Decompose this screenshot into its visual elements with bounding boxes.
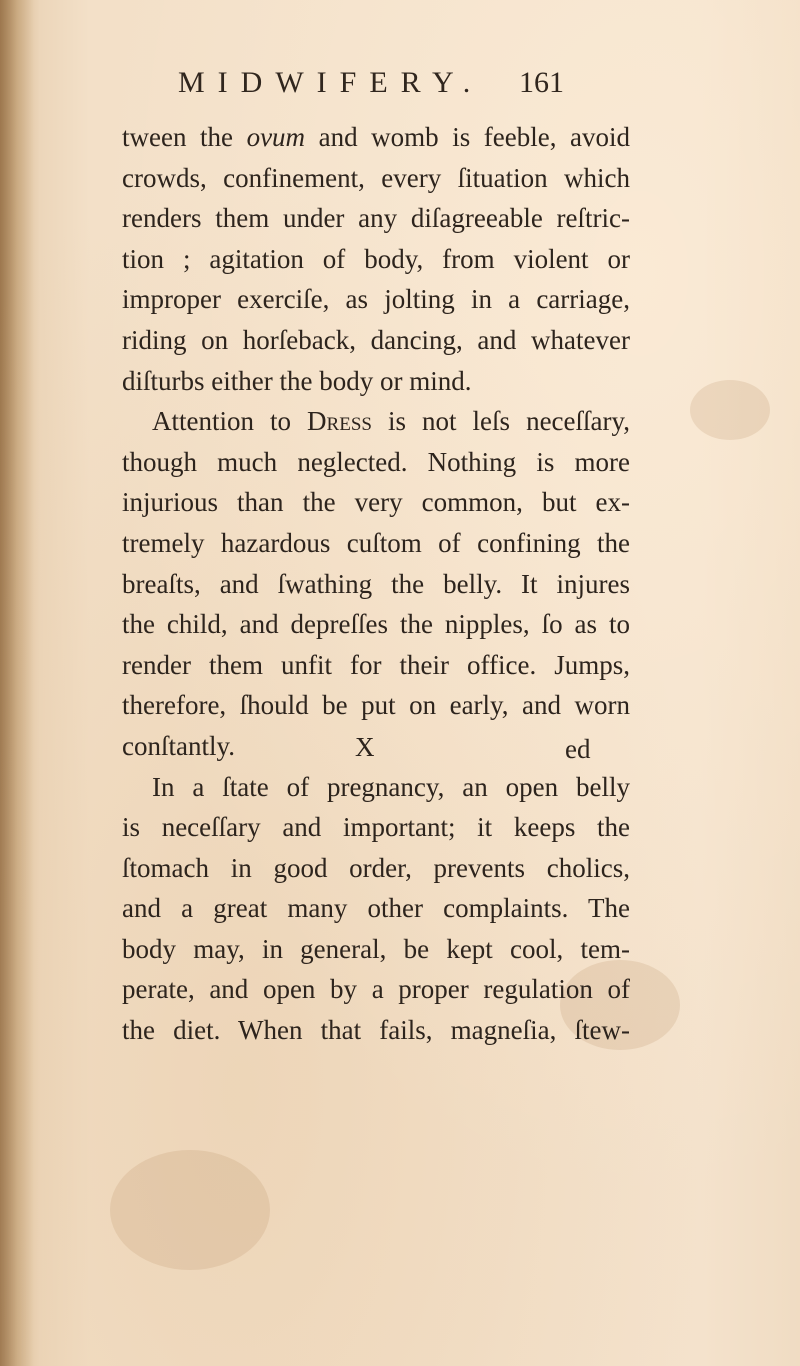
signature-mark: X	[355, 732, 375, 762]
page-footer	[0, 732, 800, 772]
text-line: is neceſſary and important; it keeps the	[122, 812, 630, 843]
text-line: and a great many other complaints. The	[122, 893, 630, 924]
text-line: ſtomach in good order, prevents cholics,	[122, 852, 630, 883]
text-line: diſturbs either the body or mind.	[122, 365, 472, 396]
page-header	[0, 66, 800, 116]
catchword: ed	[565, 734, 591, 764]
text-line: perate, and open by a proper regulation of	[122, 974, 630, 1005]
text-line: the diet. When that fails, magneſia, ſtew-	[122, 1015, 630, 1046]
italic-term: ovum	[246, 122, 306, 152]
foxing-spot	[690, 380, 770, 440]
text-line: render them unfit for their office. Jumps,	[122, 649, 630, 680]
foxing-spot	[110, 1150, 270, 1270]
page-number: 161	[519, 66, 564, 99]
text-line: In a ſtate of pregnancy, an open belly	[152, 771, 630, 802]
text-line: renders them under any diſagreeable reſtric-	[122, 203, 630, 234]
text-line: tween the ovum and womb is feeble, avoid	[122, 122, 630, 152]
body-text	[122, 117, 630, 1051]
text-line: tion ; agitation of body, from violent or	[122, 243, 630, 274]
running-head: MIDWIFERY.	[178, 66, 484, 99]
text-line: injurious than the very common, but ex-	[122, 487, 630, 518]
text-line: Attention to Dress is not leſs neceſſary,	[152, 406, 630, 437]
text-line: the child, and depreſſes the nipples, ſo as to	[122, 609, 630, 640]
text-line: body may, in general, be kept cool, tem-	[122, 933, 630, 964]
text-line: though much neglected. Nothing is more	[122, 446, 630, 477]
spine-shadow	[0, 0, 34, 1366]
text-line: breaſts, and ſwathing the belly. It injures	[122, 568, 630, 599]
text-line: conſtantly.	[122, 730, 235, 761]
text-line: improper exerciſe, as jolting in a carriage,	[122, 284, 630, 315]
text-line: therefore, ſhould be put on early, and worn	[122, 690, 630, 721]
text-line: riding on horſeback, dancing, and whatever	[122, 324, 630, 355]
text-line: tremely hazardous cuſtom of confining the	[122, 527, 630, 558]
text-line: crowds, confinement, every ſituation which	[122, 162, 630, 193]
small-caps-term: Dress	[307, 406, 372, 437]
